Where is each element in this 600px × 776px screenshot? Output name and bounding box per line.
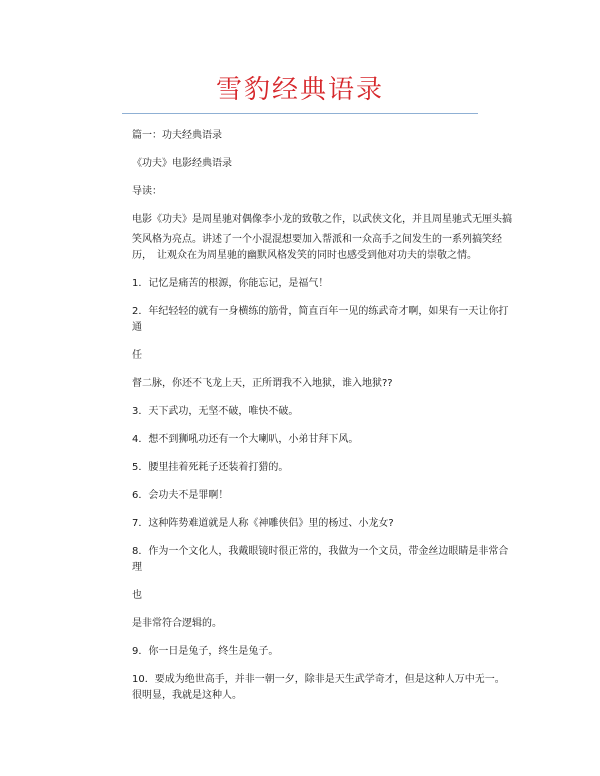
paragraph: 9．你一日是兔子，终生是兔子。 xyxy=(132,646,279,657)
document-title: 雪豹经典语录 xyxy=(215,75,384,105)
paragraph: 10．要成为绝世高手，并非一朝一夕，除非是天生武学奇才，但是这种人万中无一。 很明显，我就是这种人。 xyxy=(132,674,510,701)
document-body xyxy=(132,128,516,704)
paragraph: 3．天下武功，无坚不破，唯快不破。 xyxy=(132,406,299,417)
paragraph: 电影《功夫》是周星驰对偶像李小龙的致敬之作，以武侠文化，并且周星驰式无厘头搞 xyxy=(132,214,512,225)
paragraph: 督二脉，你还不飞龙上天，正所谓我不入地狱，谁入地狱?? xyxy=(132,378,393,389)
paragraph: 也 xyxy=(132,590,142,601)
paragraph: 篇一：功夫经典语录 xyxy=(132,130,222,141)
paragraph: 笑风格为亮点。讲述了一个小混混想要加入帮派和一众高手之间发生的一系列搞笑经历， 让观众在为周星驰的幽默风格发笑的同时也感受到他对功夫的崇敬之情。 xyxy=(132,234,502,261)
paragraph: 是非常符合逻辑的。 xyxy=(132,618,222,629)
paragraph: 4．想不到狮吼功还有一个大喇叭，小弟甘拜下风。 xyxy=(132,434,359,445)
paragraph: 导读： xyxy=(132,186,162,197)
paragraph: 6．会功夫不是罪啊！ xyxy=(132,490,229,501)
paragraph: 8．作为一个文化人，我戴眼镜时很正常的，我做为一个文员，带金丝边眼睛是非常合理 xyxy=(132,546,509,573)
paragraph: 1．记忆是痛苦的根源，你能忘记，是福气！ xyxy=(132,278,329,289)
paragraph: 7．这种阵势难道就是人称《神雕侠侣》里的杨过、小龙女? xyxy=(132,518,394,529)
paragraph: 《功夫》电影经典语录 xyxy=(132,158,232,169)
paragraph: 任 xyxy=(132,350,142,361)
paragraph: 5．腰里挂着死耗子还装着打猎的。 xyxy=(132,462,289,473)
paragraph: 2．年纪轻轻的就有一身横练的筋骨，简直百年一见的练武奇才啊，如果有一天让你打通 xyxy=(132,306,509,333)
title-divider xyxy=(122,113,478,114)
